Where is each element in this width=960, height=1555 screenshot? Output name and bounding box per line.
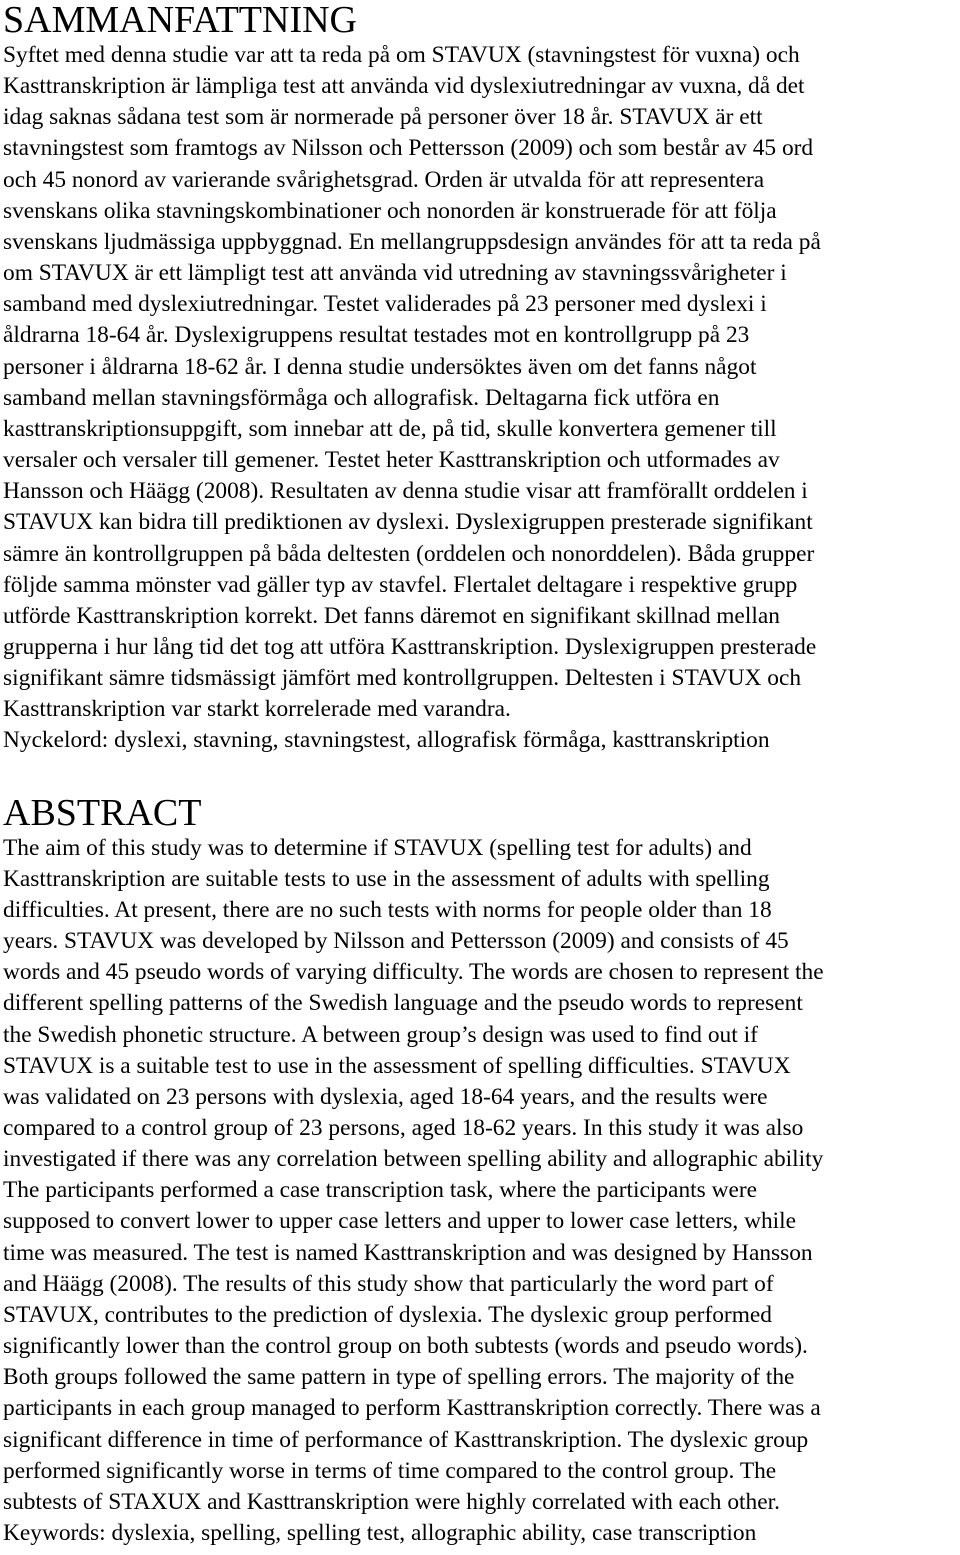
text-line: time was measured. The test is named Kasttranskription and was designed by Hansson xyxy=(3,1239,813,1266)
text-line: STAVUX, contributes to the prediction of dyslexia. The dyslexic group performed xyxy=(3,1301,772,1328)
text-line: investigated if there was any correlation between spelling ability and allographic ability xyxy=(3,1146,824,1173)
text-line: The participants performed a case transcription task, where the participants were xyxy=(3,1177,758,1204)
text-line: significant difference in time of performance of Kasttranskription. The dyslexic group xyxy=(3,1426,809,1453)
text-line: följde samma mönster vad gäller typ av stavfel. Flertalet deltagare i respektive grupp xyxy=(3,571,798,598)
text-line: Both groups followed the same pattern in type of spelling errors. The majority of the xyxy=(3,1364,795,1391)
text-line: was validated on 23 persons with dyslexia, aged 18-64 years, and the results were xyxy=(3,1083,768,1110)
text-line: versaler och versaler till gemener. Testet heter Kasttranskription och utformades av xyxy=(3,447,780,474)
text-line: samband mellan stavningsförmåga och allografisk. Deltagarna fick utföra en xyxy=(3,384,720,411)
text-line: performed significantly worse in terms of time compared to the control group. The xyxy=(3,1457,777,1484)
text-line: subtests of STAXUX and Kasttranskription were highly correlated with each other. xyxy=(3,1488,780,1515)
text-line: STAVUX kan bidra till prediktionen av dyslexi. Dyslexigruppen presterade signifikant xyxy=(3,509,813,536)
english-abstract-paragraph xyxy=(3,833,959,1518)
text-line: personer i åldrarna 18-62 år. I denna studie undersöktes även om det fanns något xyxy=(3,353,757,380)
text-line: svenskans olika stavningskombinationer och nonorden är konstruerade för att följa xyxy=(3,197,777,224)
text-line: utförde Kasttranskription korrekt. Det fanns däremot en signifikant skillnad mellan xyxy=(3,602,780,629)
document-page xyxy=(3,0,959,1549)
heading-sammanfattning: SAMMANFATTNING xyxy=(3,0,357,41)
text-line: åldrarna 18-64 år. Dyslexigruppens resultat testades mot en kontrollgrupp på 23 xyxy=(3,322,750,349)
text-line: signifikant sämre tidsmässigt jämfört med kontrollgruppen. Deltesten i STAVUX och xyxy=(3,665,802,692)
text-line: compared to a control group of 23 persons, aged 18-62 years. In this study it was also xyxy=(3,1115,804,1141)
text-line: samband med dyslexiutredningar. Testet validerades på 23 personer med dyslexi i xyxy=(3,291,767,318)
text-line: Kasttranskription are suitable tests to use in the assessment of adults with spelling xyxy=(3,865,770,892)
text-line: and Häägg (2008). The results of this study show that particularly the word part of xyxy=(3,1270,774,1297)
swedish-keywords: Nyckelord: dyslexi, stavning, stavningstest, allografisk förmåga, kasttranskription xyxy=(3,727,770,754)
text-line: words and 45 pseudo words of varying difficulty. The words are chosen to represent the xyxy=(3,959,824,986)
text-line: stavningstest som framtogs av Nilsson och Pettersson (2009) och som består av 45 ord xyxy=(3,135,814,162)
text-line: significantly lower than the control group on both subtests (words and pseudo words). xyxy=(3,1333,808,1360)
text-line: years. STAVUX was developed by Nilsson and Pettersson (2009) and consists of 45 xyxy=(3,928,789,955)
text-line: Hansson och Häägg (2008). Resultaten av denna studie visar att framförallt orddelen i xyxy=(3,478,808,505)
text-line: participants in each group managed to perform Kasttranskription correctly. There was a xyxy=(3,1395,821,1422)
text-line: svenskans ljudmässiga uppbyggnad. En mellangruppsdesign användes för att ta reda på xyxy=(3,228,821,255)
text-line: om STAVUX är ett lämpligt test att använda vid utredning av stavningssvårigheter i xyxy=(3,260,787,287)
text-line: idag saknas sådana test som är normerade på personer över 18 år. STAVUX är ett xyxy=(3,104,763,131)
text-line: difficulties. At present, there are no such tests with norms for people older than 18 xyxy=(3,896,772,923)
text-line: the Swedish phonetic structure. A between group’s design was used to find out if xyxy=(3,1021,758,1048)
swedish-summary-paragraph xyxy=(3,40,959,725)
text-line: sämre än kontrollgruppen på båda deltesten (orddelen och nonorddelen). Båda grupper xyxy=(3,540,815,567)
text-line: kasttranskriptionsuppgift, som innebar att de, på tid, skulle konvertera gemener till xyxy=(3,415,777,442)
text-line: Kasttranskription var starkt korrelerade med varandra. xyxy=(3,696,511,723)
text-line: grupperna i hur lång tid det tog att utföra Kasttranskription. Dyslexigruppen presterade xyxy=(3,633,817,660)
text-line: STAVUX is a suitable test to use in the assessment of spelling difficulties. STAVUX xyxy=(3,1052,791,1079)
text-line: The aim of this study was to determine if STAVUX (spelling test for adults) and xyxy=(3,834,752,861)
heading-abstract: ABSTRACT xyxy=(3,791,202,834)
text-line: Syftet med denna studie var att ta reda på om STAVUX (stavningstest för vuxna) och xyxy=(3,42,800,68)
text-line: different spelling patterns of the Swedish language and the pseudo words to represent xyxy=(3,990,803,1017)
english-keywords: Keywords: dyslexia, spelling, spelling test, allographic ability, case transcription xyxy=(3,1520,757,1547)
text-line: Kasttranskription är lämpliga test att använda vid dyslexiutredningar av vuxna, då det xyxy=(3,73,805,100)
text-line: och 45 nonord av varierande svårighetsgrad. Orden är utvalda för att representera xyxy=(3,166,765,193)
text-line: supposed to convert lower to upper case letters and upper to lower case letters, while xyxy=(3,1208,797,1235)
